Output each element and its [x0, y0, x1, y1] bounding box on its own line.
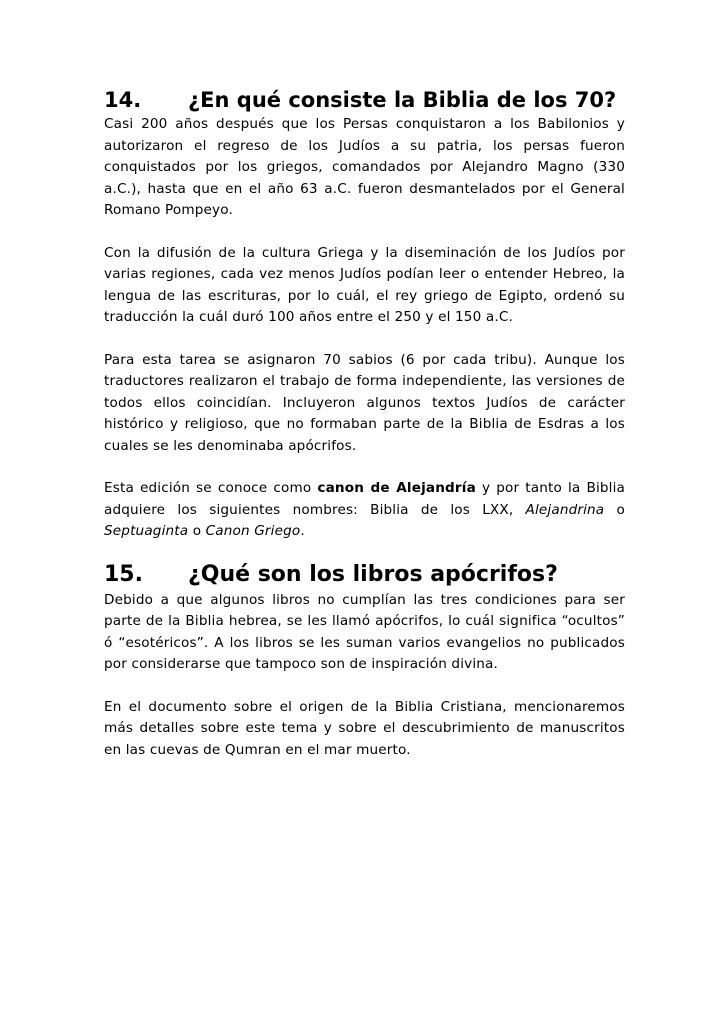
- section-14-paragraph-2: Con la difusión de la cultura Griega y la diseminación de los Judíos por varias regiones, cada vez menos Judíos podían leer o entender Hebreo, la lengua de las escrituras, por lo cuál, el rey griego de Egipto, ordenó su traducción la cuál duró 100 años entre el 250 y el 150 a.C.: [104, 244, 625, 325]
- paragraph-text: o: [604, 501, 625, 518]
- section-15-number: 15.: [104, 561, 143, 587]
- section-14-heading: [104, 86, 625, 114]
- bold-term: canon de Alejandría: [317, 480, 476, 496]
- italic-term: Alejandrina: [525, 501, 605, 518]
- italic-term: Canon Griego: [205, 523, 301, 539]
- paragraph-text: .: [300, 523, 305, 539]
- section-15-heading: [104, 560, 625, 590]
- section-15-paragraph-1: Debido a que algunos libros no cumplían las tres condiciones para ser parte de la Biblia hebrea, se les llamó apócrifos, lo cuál significa “ocultos” ó “esotéricos”. A los libros se les suman varios evangelios no publicados por considerarse que tampoco son de inspiración divina.: [104, 591, 625, 672]
- paragraph-text: Esta edición se conoce como: [104, 480, 318, 496]
- section-14-paragraph-4: [104, 478, 625, 543]
- paragraph-text: o: [188, 523, 206, 539]
- paragraph-text: y por tanto la Biblia adquiere los siguientes nombres: Biblia de los LXX,: [104, 480, 625, 518]
- section-14-paragraph-1: Casi 200 años después que los Persas conquistaron a los Babilonios y autorizaron el regreso de los Judíos a su patria, los persas fueron conquistados por los griegos, comandados por Alejandro Magno (330 a.C.), hasta que en el año 63 a.C. fueron desmantelados por el General Romano Pompeyo.: [104, 116, 625, 218]
- section-14-title: ¿En qué consiste la Biblia de los 70?: [188, 88, 617, 112]
- section-15-title: ¿Qué son los libros apócrifos?: [188, 561, 558, 587]
- section-14-number: 14.: [104, 88, 142, 112]
- section-14-paragraph-3: Para esta tarea se asignaron 70 sabios (6 por cada tribu). Aunque los traductores realizaron el trabajo de forma independiente, las versiones de todos ellos coincidían. Incluyeron algunos textos Judíos de carácter histórico y religioso, que no formaban parte de la Biblia de Esdras a los cuales se les denominaba apócrifos.: [104, 351, 625, 454]
- italic-term: Septuaginta: [104, 523, 189, 539]
- section-15-paragraph-2: En el documento sobre el origen de la Biblia Cristiana, mencionaremos más detalles sobre este tema y sobre el descubrimiento de manuscritos en las cuevas de Qumran en el mar muerto.: [104, 698, 625, 758]
- document-page: [104, 86, 625, 761]
